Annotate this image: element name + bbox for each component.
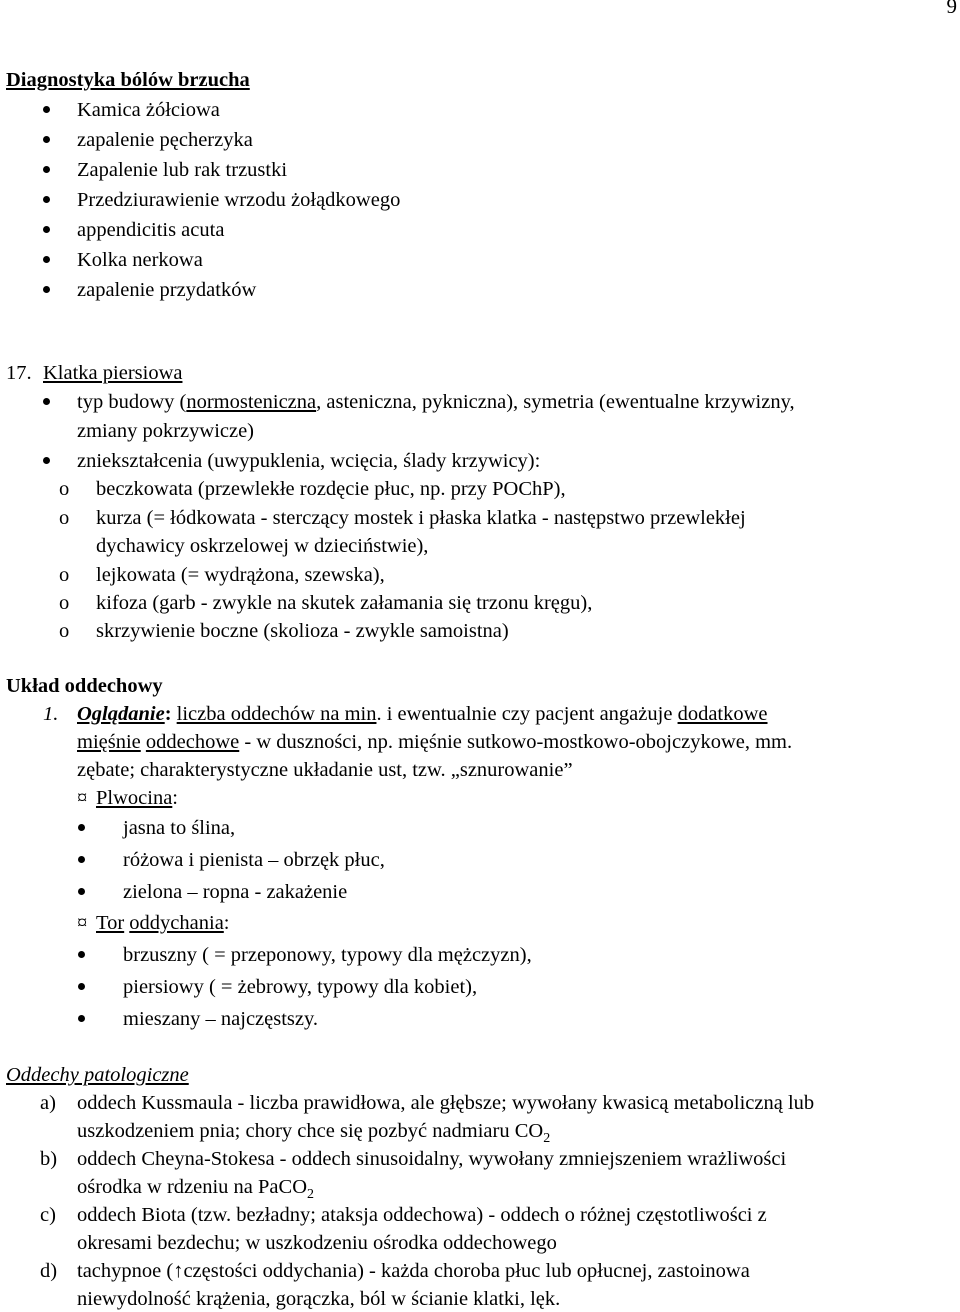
tor-heading: Tor oddychania: bbox=[96, 912, 230, 934]
bullet-icon bbox=[43, 457, 50, 464]
abd-item: Kolka nerkowa bbox=[77, 249, 203, 271]
chest-sub-item: kifoza (garb - zwykle na skutek załamania się trzonu kręgu), bbox=[96, 592, 593, 614]
bullet-icon bbox=[78, 888, 85, 895]
patho-title: Oddechy patologiczne bbox=[6, 1064, 189, 1086]
plwocina-item: jasna to ślina, bbox=[123, 817, 236, 839]
patho-label: d) bbox=[40, 1260, 58, 1282]
patho-item-c-cont: okresami bezdechu; w uszkodzeniu ośrodka oddechowego bbox=[77, 1232, 557, 1254]
abd-item: Przedziurawienie wrzodu żołądkowego bbox=[77, 189, 401, 211]
bullet-icon bbox=[78, 983, 85, 990]
patho-item-d-cont: niewydolność krążenia, gorączka, ból w ścianie klatki, lęk. bbox=[77, 1288, 561, 1310]
abd-title: Diagnostyka bólów brzucha bbox=[6, 69, 250, 91]
patho-item-b-cont: ośrodka w rdzeniu na PaCO$_2$ bbox=[77, 1176, 315, 1202]
chest-bullet-2: zniekształcenia (uwypuklenia, wcięcia, ślady krzywicy): bbox=[77, 450, 541, 472]
bullet-icon bbox=[43, 398, 50, 405]
abd-item: appendicitis acuta bbox=[77, 219, 225, 241]
patho-item-b: oddech Cheyna-Stokesa - oddech sinusoidalny, wywołany zmniejszeniem wrażliwości bbox=[77, 1148, 787, 1170]
chest-bullet-1-cont: zmiany pokrzywicze) bbox=[77, 420, 255, 442]
plwocina-item: zielona – ropna - zakażenie bbox=[123, 881, 348, 903]
patho-label: b) bbox=[40, 1148, 58, 1170]
bullet-icon bbox=[78, 951, 85, 958]
abd-item: zapalenie pęcherzyka bbox=[77, 129, 253, 151]
abd-item: zapalenie przydatków bbox=[77, 279, 257, 301]
resp-line-3: zębate; charakterystyczne układanie ust, tzw. „sznurowanie” bbox=[77, 759, 573, 781]
currency-sign-icon: ¤ bbox=[77, 787, 88, 809]
bullet-icon bbox=[43, 226, 50, 233]
tor-item: piersiowy ( = żebrowy, typowy dla kobiet), bbox=[123, 976, 478, 998]
up-arrow-icon: ↑ bbox=[173, 1260, 184, 1282]
currency-sign-icon: ¤ bbox=[77, 912, 88, 934]
bullet-icon bbox=[43, 256, 50, 263]
chest-sub-item: skrzywienie boczne (skolioza - zwykle samoistna) bbox=[96, 620, 509, 642]
abd-item: Kamica żółciowa bbox=[77, 99, 220, 121]
bullet-icon bbox=[43, 136, 50, 143]
resp-line-2: mięśnie oddechowe - w duszności, np. mięśnie sutkowo-mostkowo-obojczykowe, mm. bbox=[77, 731, 793, 753]
circle-marker-icon: o bbox=[59, 478, 70, 500]
bullet-icon bbox=[43, 196, 50, 203]
patho-item-c: oddech Biota (tzw. bezładny; ataksja oddechowa) - oddech o różnej częstotliwości z bbox=[77, 1204, 767, 1226]
abd-item: Zapalenie lub rak trzustki bbox=[77, 159, 288, 181]
chest-number: 17. bbox=[6, 362, 32, 384]
page-number: 9 bbox=[946, 0, 957, 18]
bullet-icon bbox=[43, 286, 50, 293]
patho-item-a: oddech Kussmaula - liczba prawidłowa, ale głębsze; wywołany kwasicą metaboliczną lub bbox=[77, 1092, 815, 1114]
patho-item-a-cont: uszkodzeniem pnia; chory chce się pozbyć nadmiaru $CO_2$ bbox=[77, 1120, 551, 1146]
circle-marker-icon: o bbox=[59, 507, 70, 529]
circle-marker-icon: o bbox=[59, 592, 70, 614]
bullet-icon bbox=[43, 106, 50, 113]
chest-sub-item: beczkowata (przewlekłe rozdęcie płuc, np. przy POChP), bbox=[96, 478, 566, 500]
resp-title: Układ oddechowy bbox=[6, 675, 163, 697]
patho-label: a) bbox=[40, 1092, 56, 1114]
bullet-icon bbox=[78, 824, 85, 831]
chest-title: Klatka piersiowa bbox=[43, 362, 183, 384]
plwocina-item: różowa i pienista – obrzęk płuc, bbox=[123, 849, 385, 871]
tor-item: brzuszny ( = przeponowy, typowy dla mężczyzn), bbox=[123, 944, 532, 966]
chest-sub-item: kurza (= łódkowata - sterczący mostek i płaska klatka - następstwo przewlekłej bbox=[96, 507, 746, 529]
bullet-icon bbox=[78, 1015, 85, 1022]
patho-label: c) bbox=[40, 1204, 56, 1226]
chest-sub-item: lejkowata (= wydrążona, szewska), bbox=[96, 564, 385, 586]
chest-bullet-1: typ budowy (normosteniczna, asteniczna, pykniczna), symetria (ewentualne krzywizny, bbox=[77, 391, 795, 413]
chest-sub-item-cont: dychawicy oskrzelowej w dzieciństwie), bbox=[96, 535, 429, 557]
patho-item-d: tachypnoe (↑częstości oddychania) - każda choroba płuc lub opłucnej, zastoinowa bbox=[77, 1260, 750, 1282]
circle-marker-icon: o bbox=[59, 620, 70, 642]
plwocina-heading: Plwocina: bbox=[96, 787, 178, 809]
bullet-icon bbox=[78, 856, 85, 863]
resp-line-1: Oglądanie: liczba oddechów na min. i ewentualnie czy pacjent angażuje dodatkowe bbox=[77, 703, 768, 725]
tor-item: mieszany – najczęstszy. bbox=[123, 1008, 319, 1030]
bullet-icon bbox=[43, 166, 50, 173]
resp-number: 1. bbox=[43, 703, 59, 725]
circle-marker-icon: o bbox=[59, 564, 70, 586]
